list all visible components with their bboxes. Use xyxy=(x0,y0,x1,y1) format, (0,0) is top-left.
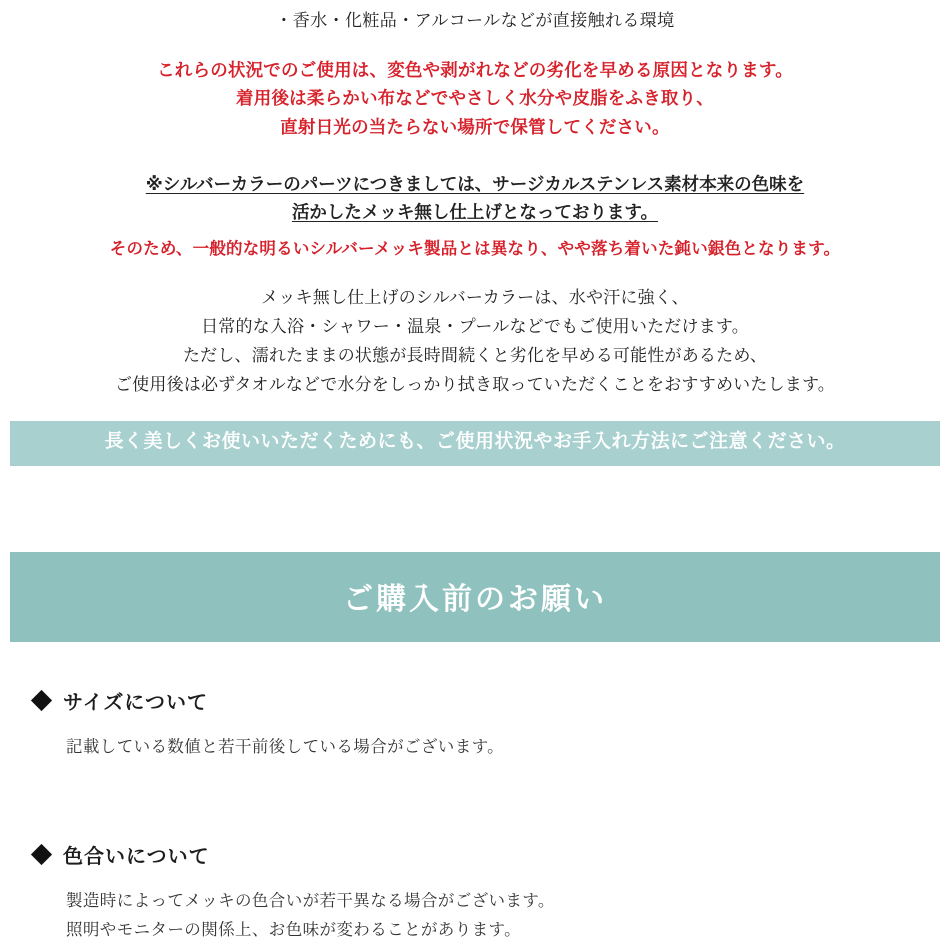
section-color-heading xyxy=(34,840,950,869)
silver-lead-note: そのため、一般的な明るいシルバーメッキ製品とは異なり、やや落ち着いた鈍い銀色となります。 xyxy=(109,240,841,259)
silver-body-line-3: ただし、濡れたままの状態が長時間続くと劣化を早める可能性があるため、 xyxy=(182,345,768,365)
silver-lead-line-1: ※シルバーカラーのパーツにつきましては、サージカルステンレス素材本来の色味を xyxy=(145,174,805,195)
diamond-bullet-icon xyxy=(31,690,52,711)
warning-line-1: これらの状況でのご使用は、変色や剥がれなどの劣化を早める原因となります。 xyxy=(157,59,793,80)
section-size-body xyxy=(66,733,950,762)
diamond-bullet-icon xyxy=(31,844,52,865)
section-size-heading xyxy=(34,686,950,715)
warning-line-3: 直射日光の当たらない場所で保管してください。 xyxy=(280,117,670,138)
silver-lead-line-2: 活かしたメッキ無し仕上げとなっております。 xyxy=(291,202,659,223)
section-color xyxy=(34,840,950,945)
environment-note xyxy=(0,0,950,34)
section-color-heading-text: 色合いについて xyxy=(63,846,210,869)
section-color-line-2: 照明やモニターの関係上、お色味が変わることがあります。 xyxy=(66,920,521,939)
silver-body-line-1: メッキ無し仕上げのシルバーカラーは、水や汗に強く、 xyxy=(261,287,689,307)
warning-block xyxy=(0,56,950,143)
environment-line: ・香水・化粧品・アルコールなどが直接触れる環境 xyxy=(275,11,675,30)
section-color-body xyxy=(66,887,950,945)
section-color-line-1: 製造時によってメッキの色合いが若干異なる場合がございます。 xyxy=(66,892,555,911)
warning-line-2: 着用後は柔らかい布などでやさしく水分や皮脂をふき取り、 xyxy=(236,88,714,109)
silver-body-line-4: ご使用後は必ずタオルなどで水分をしっかり拭き取っていただくことをおすすめいたします。 xyxy=(114,375,836,395)
silver-care-body xyxy=(0,283,950,400)
silver-body-line-2: 日常的な入浴・シャワー・温泉・プールなどでもご使用いただけます。 xyxy=(201,316,749,336)
section-size-line-1: 記載している数値と若干前後している場合がございます。 xyxy=(66,738,505,757)
section-size-heading-text: サイズについて xyxy=(63,692,208,715)
care-highlight-bar: 長く美しくお使いいただくためにも、ご使用状況やお手入れ方法にご注意ください。 xyxy=(10,421,940,466)
section-banner-title: ご購入前のお願い xyxy=(10,552,940,642)
section-size xyxy=(34,686,950,762)
silver-color-note xyxy=(0,170,950,262)
